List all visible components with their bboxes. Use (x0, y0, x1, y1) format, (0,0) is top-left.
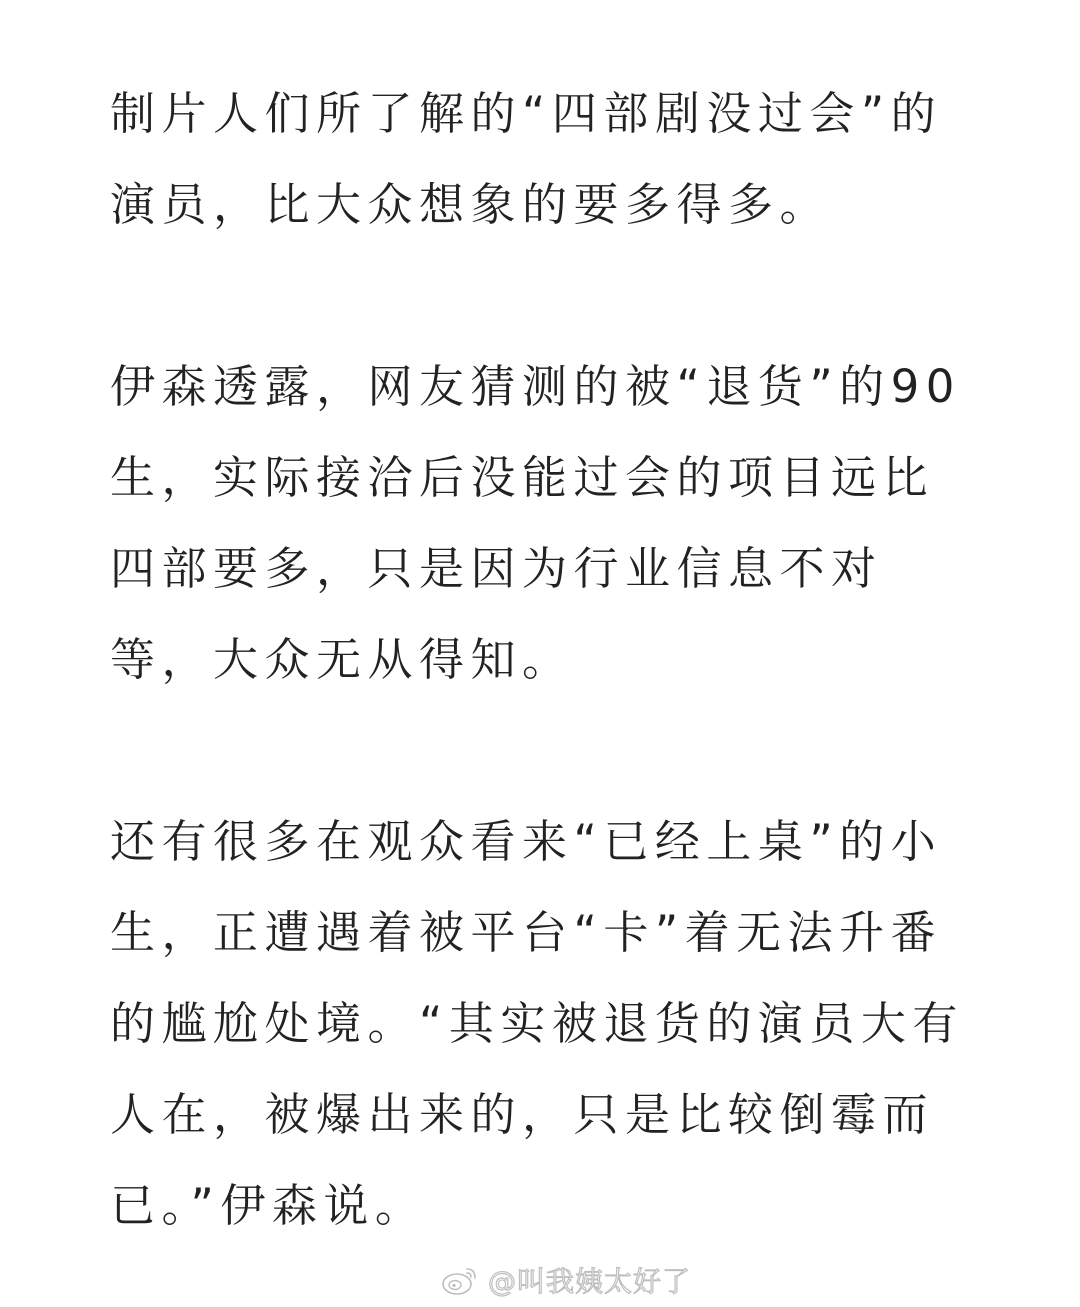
text-line: 人在，被爆出来的，只是比较倒霉而 (110, 1088, 935, 1141)
text-line: 四部要多，只是因为行业信息不对 (110, 542, 883, 595)
paragraph-1 (110, 68, 960, 250)
weibo-logo-icon (440, 1263, 480, 1297)
paragraph-2 (110, 341, 960, 705)
watermark-text: @叫我姨太好了 (488, 1265, 692, 1298)
text-line: 演员，比大众想象的要多得多。 (110, 178, 832, 231)
text-line: 伊森透露，网友猜测的被“退货”的90 (110, 360, 961, 413)
text-line: 的尴尬处境。“其实被退货的演员大有 (110, 997, 964, 1050)
text-line: 制片人们所了解的“四部剧没过会”的 (110, 87, 943, 140)
paragraph-3 (110, 796, 964, 1251)
text-line: 还有很多在观众看来“已经上桌”的小 (110, 815, 943, 868)
text-line: 等，大众无从得知。 (110, 633, 574, 686)
text-line: 生，实际接洽后没能过会的项目远比 (110, 451, 935, 504)
text-line: 已。”伊森说。 (110, 1179, 427, 1232)
weibo-watermark (440, 1258, 691, 1302)
text-line: 生，正遭遇着被平台“卡”着无法升番 (110, 906, 943, 959)
article-body (110, 68, 964, 1251)
